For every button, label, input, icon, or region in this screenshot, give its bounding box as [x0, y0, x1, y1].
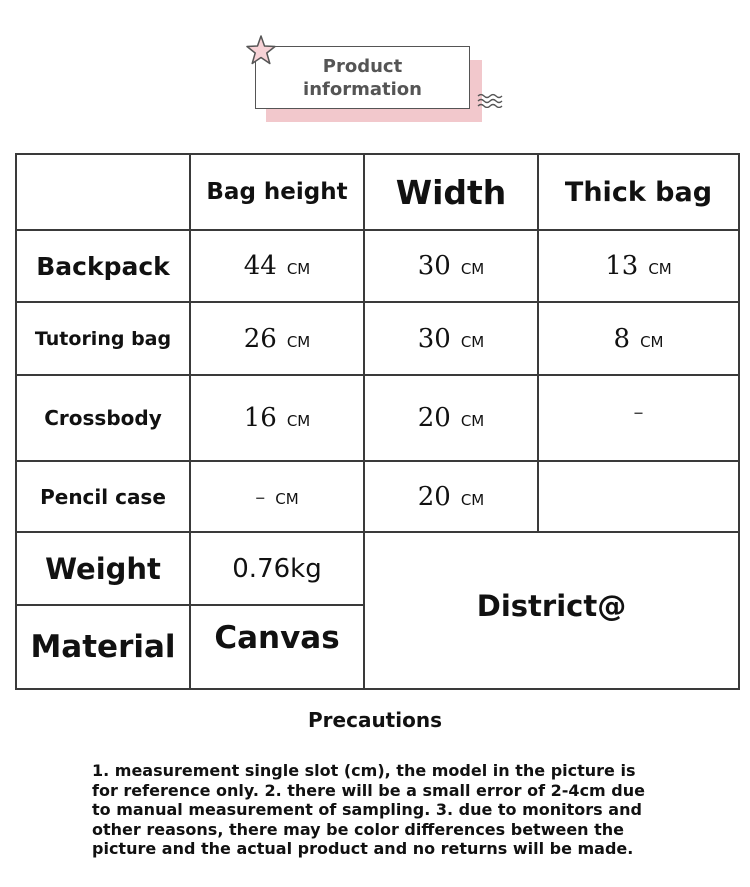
- value: 16: [243, 403, 277, 433]
- cell-width: [364, 302, 538, 375]
- brand-cell: District@: [364, 532, 739, 689]
- table-row: [16, 302, 739, 375]
- value: 30: [417, 323, 451, 354]
- value: 30: [417, 251, 451, 281]
- material-value: Canvas: [190, 605, 364, 689]
- row-label-crossbody: Crossbody: [16, 375, 190, 461]
- cell-thick: [538, 230, 739, 302]
- row-label-tutoring-bag: Tutoring bag: [16, 302, 190, 375]
- star-icon: [244, 34, 278, 68]
- wave-icon: [476, 92, 506, 108]
- header-empty-cell: [16, 154, 190, 230]
- table-header-row: [16, 154, 739, 230]
- weight-value: 0.76kg: [190, 532, 364, 605]
- product-spec-table: [15, 153, 740, 690]
- cell-width: [364, 230, 538, 302]
- precautions-title: Precautions: [308, 708, 442, 732]
- row-label-weight: Weight: [16, 532, 190, 605]
- unit-label: CM: [640, 332, 664, 351]
- unit-label: CM: [460, 412, 485, 430]
- value: –: [255, 484, 266, 509]
- header-width: Width: [364, 154, 538, 230]
- value: 20: [417, 481, 451, 512]
- row-label-material: Material: [16, 605, 190, 689]
- cell-width: [364, 375, 538, 461]
- table-row: [16, 532, 739, 605]
- badge-title-line1: Product: [322, 55, 403, 77]
- unit-label: CM: [286, 260, 311, 278]
- header-thick-bag: Thick bag: [538, 154, 739, 230]
- cell-height: [190, 375, 364, 461]
- value: 13: [605, 251, 639, 281]
- value: –: [633, 400, 644, 424]
- cell-height: [190, 230, 364, 302]
- cell-width: [364, 461, 538, 532]
- badge-title-line2: information: [303, 78, 422, 100]
- unit-label: CM: [286, 332, 311, 351]
- cell-height: [190, 302, 364, 375]
- cell-thick: [538, 302, 739, 375]
- unit-label: CM: [648, 260, 672, 278]
- table-row: [16, 230, 739, 302]
- table-row: [16, 375, 739, 461]
- row-label-pencil-case: Pencil case: [16, 461, 190, 532]
- unit-label: CM: [275, 489, 299, 508]
- unit-label: CM: [460, 490, 485, 509]
- cell-thick: [538, 375, 739, 461]
- value: 26: [243, 323, 277, 354]
- unit-label: CM: [286, 412, 311, 430]
- value: 20: [417, 403, 451, 433]
- value: 44: [243, 251, 277, 281]
- unit-label: CM: [460, 260, 485, 278]
- row-label-backpack: Backpack: [16, 230, 190, 302]
- cell-height: [190, 461, 364, 532]
- product-info-badge: [240, 32, 510, 127]
- cell-thick-empty: [538, 461, 739, 532]
- precautions-text: 1. measurement single slot (cm), the model in the picture is for reference only. 2. there will be a small error of 2-4cm due to manual measurement of sampling. 3. due to monitors and other reasons, there may be color differences between the picture and the actual product and no returns will be made.: [92, 761, 645, 859]
- badge-card: [255, 46, 470, 109]
- header-bag-height: Bag height: [190, 154, 364, 230]
- table-row: [16, 461, 739, 532]
- unit-label: CM: [460, 332, 485, 351]
- value: 8: [613, 323, 631, 354]
